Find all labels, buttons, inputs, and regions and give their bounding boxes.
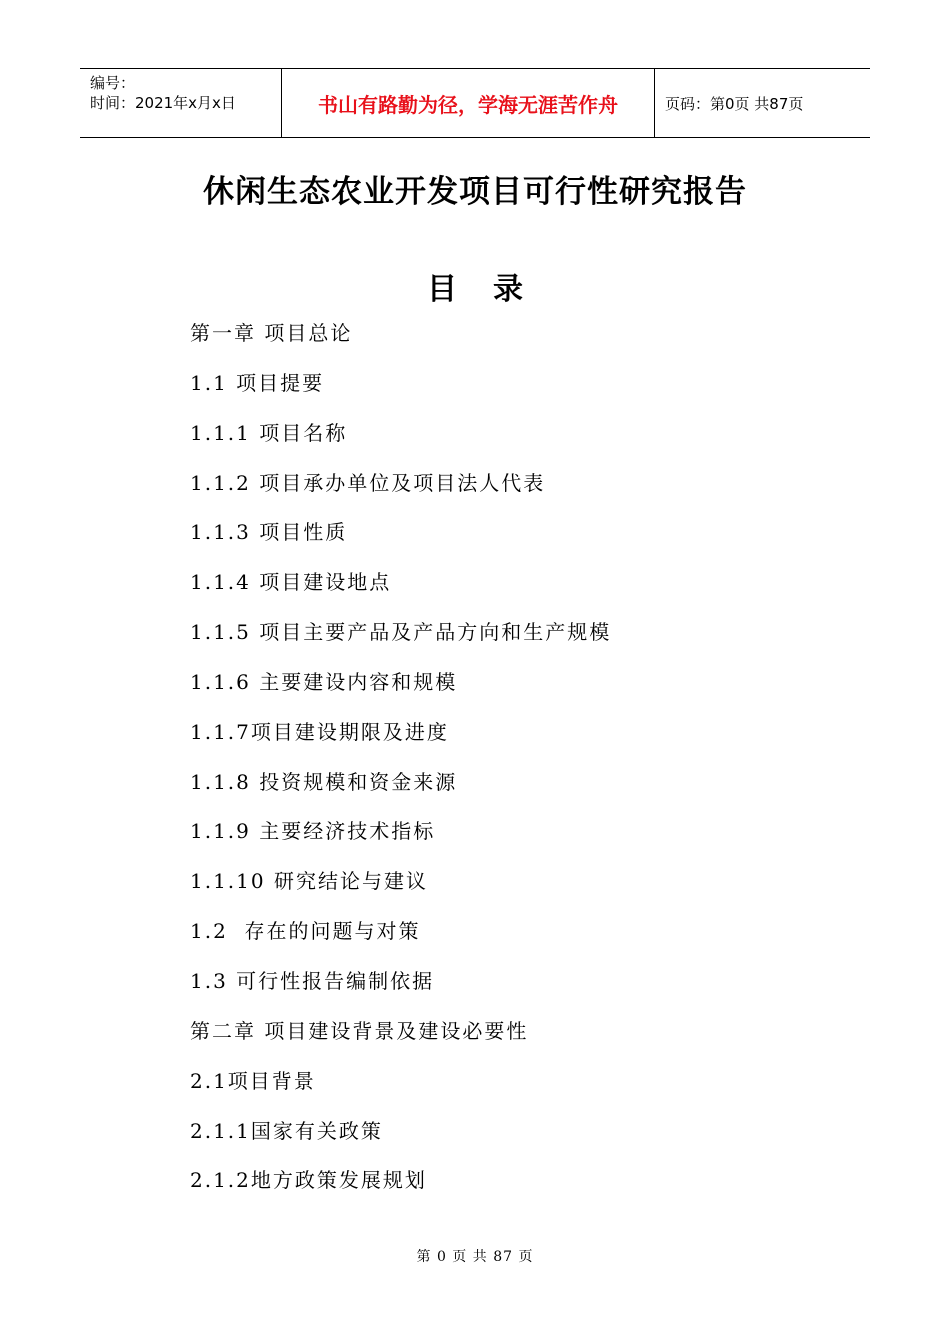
toc-item[interactable]: 1.1.8 投资规模和资金来源: [190, 769, 458, 794]
toc-heading-right: 录: [493, 272, 523, 307]
toc-item[interactable]: 1.1.1 项目名称: [190, 420, 348, 445]
toc-item[interactable]: 第一章 项目总论: [190, 321, 353, 345]
header-motto: 书山有路勤为径，学海无涯苦作舟: [282, 69, 655, 137]
toc-item[interactable]: 2.1.1国家有关政策: [190, 1118, 383, 1143]
toc-item[interactable]: 1.1 项目提要: [190, 370, 325, 395]
page-header: [80, 68, 870, 138]
header-page-info: 页码：第0页 共87页: [665, 94, 804, 113]
toc-item[interactable]: 2.1项目背景: [190, 1068, 316, 1093]
toc-item[interactable]: 1.1.9 主要经济技术指标: [190, 819, 436, 844]
page-footer: 第 0 页 共 87 页: [416, 1249, 534, 1265]
header-number-label: 编号：: [90, 74, 136, 92]
table-of-contents: [190, 316, 611, 1213]
toc-item[interactable]: 1.1.4 项目建设地点: [190, 570, 392, 595]
toc-item[interactable]: 第二章 项目建设背景及建设必要性: [190, 1018, 529, 1043]
toc-heading-left: 目: [427, 272, 457, 307]
document-title: 休闲生态农业开发项目可行性研究报告: [203, 174, 747, 210]
toc-item[interactable]: 1.2 存在的问题与对策: [190, 919, 421, 944]
toc-item[interactable]: 2.1.2地方政策发展规划: [190, 1168, 427, 1193]
toc-item[interactable]: 1.1.6 主要建设内容和规模: [190, 669, 458, 694]
toc-item[interactable]: 1.1.7项目建设期限及进度: [190, 719, 449, 744]
toc-item[interactable]: 1.1.5 项目主要产品及产品方向和生产规模: [190, 620, 612, 645]
toc-item[interactable]: 1.1.3 项目性质: [190, 520, 348, 545]
toc-item[interactable]: 1.1.2 项目承办单位及项目法人代表: [190, 470, 546, 495]
toc-item[interactable]: 1.1.10 研究结论与建议: [190, 869, 428, 894]
toc-item[interactable]: 1.3 可行性报告编制依据: [190, 968, 435, 993]
header-meta: [80, 69, 282, 137]
toc-heading: [0, 264, 950, 308]
header-time-label: 时间：2021年x月x日: [90, 94, 236, 112]
